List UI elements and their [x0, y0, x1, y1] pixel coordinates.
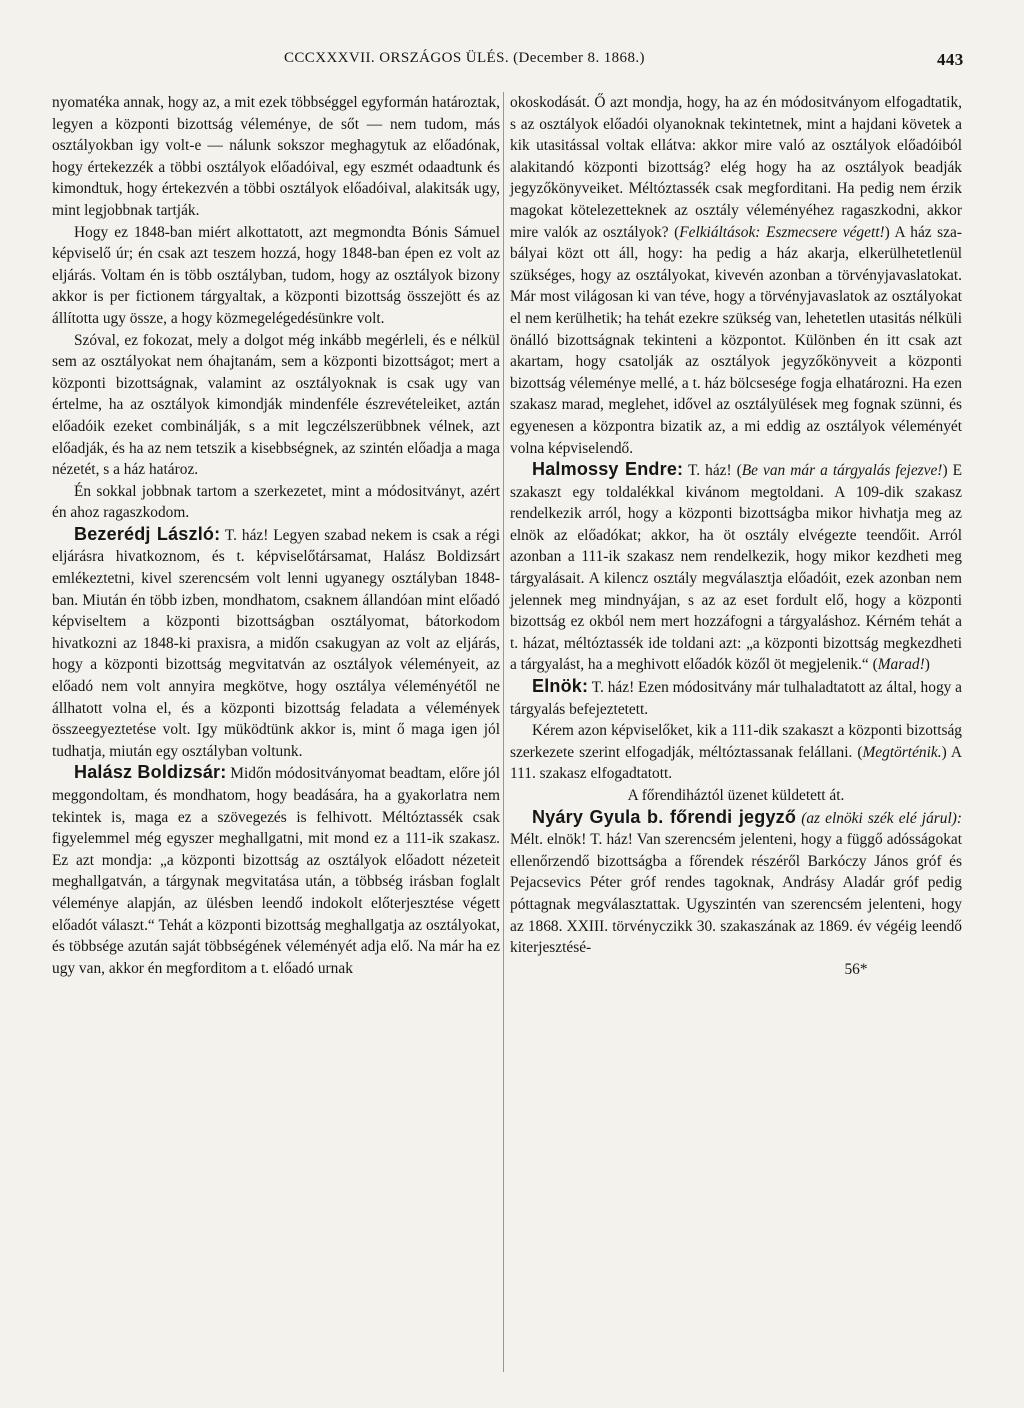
interjection: Marad!	[877, 656, 925, 674]
speech: Halmossy Endre: T. ház! (Be van már a tárgyalás fejezve!) E szakaszt egy toldalékkal kivánom megtoldani. A 109-dik szakasz rendelkezik arról, hogy a központi bizottságba mikor hivhatja meg az elnök az előadókat; akkor, ha öt osztály elvégezte teendőit. Arról azonban a 111-ik szakasz nem rendelkezik, hogy mikor kezdheti meg tárgyalásait. A kilencz osztály megválasztja előadóit, ezek azonban nem jelennek meg mindnyájan, s az az eset fordult elő, hogy a központi bizottság ez okból nem mert hozzáfogni a tárgyaláshoz. Kérném tehát a t. házat, méltóztassék ide toldani azt: „a központi bizottság megkezdheti a tárgyalást, ha a meghivott előadók közől öt megjelenik.“ (Marad!)	[510, 459, 962, 674]
paragraph: Kérem azon képviselőket, kik a 111-dik szakaszt a központi bizottság szerkezete szerint elfogadják, méltóztassanak felállani. (Megtörténik.) A 111. szakasz elfogadtatott.	[510, 722, 962, 783]
paragraph: A főrendiháztól üzenet küldetett át.	[627, 787, 845, 804]
column-divider	[503, 92, 504, 1372]
speech-text: Mélt. elnök! T. ház! Van szerencsém jelenteni, hogy a függő adósságokat ellenőrzendő bizottságba a főrendek részéről Barkóczy János gróf és Pejacsevics Péter gróf rendes tagoknak, Andrásy Aladár gróf pedig póttagnak megválasztattak. Ugyszintén van szerencsém jelenteni, hogy az 1868. XXIII. törvényczikk 30. szakaszának az 1869. év végéig leendő kiterjesztésé-	[510, 831, 962, 957]
speech	[52, 762, 500, 979]
right-column	[510, 92, 962, 980]
speech-text: T. ház! Ezen módositvány már tulhaladtatott az által, hogy a tárgyalás befejeztetett.	[510, 679, 963, 718]
paragraph: okoskodását. Ő azt mondja, hogy, ha az én módositványom elfogadtatik, s az osztályok előadói olyanoknak tekintetnek, mint a hajdani követek a kik utasitással voltak ellátva: akkor mire való az osztályok előadóiból alakitandó központi bizottság? elég hogy ha az osztályok beadják jegyzőkönyveiket. Méltóztassék csak megforditani. Ha pedig nem érzik magokat kötelezetteknek az osztály véleményéhez ragaszkodni, akkor mire valók az osztályok? (Felkiáltások: Eszmecsere végett!) A ház szabályai közt ott áll, hogy: ha pedig a ház akarja, elkerülhetetlenül szükséges, hogy az osztályokat, kivevén azonban a törvényjavaslatokat. Már most világosan ki van téve, hogy a törvényjavaslatok az osztályokat el nem kerülhetik; ha tehát ezekre szükség van, lehetetlen utasitás nélküli önálló bizottságnak tekinteni a központot. Különben én itt csak azt akartam, hogy csatolják az osztályok jegyzőkönyveit a központi bizottság véleménye mellé, a t. ház bölcsesége fogja elhatározni. Ha ezen szakasz marad, meglehet, idővel az osztályülések meg fognak szünni, és egyenesen a központra bizatik az, a mi eddig az osztályok véleményét volna képviselendő.	[510, 94, 962, 457]
paragraph: nyomatéka annak, hogy az, a mit ezek többséggel egyformán határoztak, legyen a központi bizottság véleménye, de sőt — nem tudom, más osztályokban igy volt-e — nálunk sokszor meghagytuk az előadónak, hogy értekezzék a többi osztályok előadóival, egy eszmét odaadtunk és kimondtuk, hogy értekezvén a többi osztályok előadóival, alakitsák ugy, mint legjobbnak tartják.	[52, 94, 500, 219]
signature-mark: 56*	[844, 960, 868, 978]
page-header	[0, 46, 1024, 72]
speaker-name: Elnök:	[532, 676, 589, 697]
left-column	[52, 92, 500, 979]
session-title: CCCXXXVII. ORSZÁGOS ÜLÉS. (December 8. 1868.)	[284, 50, 645, 66]
speech	[510, 807, 962, 959]
interjection: Felkiáltások: Eszmecsere végett!	[679, 223, 885, 241]
speaker-name: Halmossy Endre:	[532, 459, 684, 480]
stage-direction: Megtörténik.	[862, 743, 942, 761]
page-number: 443	[937, 50, 964, 69]
speaker-name: Bezerédj László:	[74, 523, 221, 544]
paragraph: Szóval, ez fokozat, mely a dolgot még inkább megérleli, és e nélkül sem az osztályokat nem óhajtanám, sem a központi bizottságot; mert a központi bizottságnak, valamint az osztályoknak is csak ugy van értelme, ha az osztályok kimondják mindenféle észrevételeiket, aztán előadóik ezeket combinálják, s a mit legczélszerübbnek vélnek, azt előadják, és ha az nem tetszik a kisebbségnek, az szintén előadja a maga nézetét, s a ház határoz.	[52, 331, 500, 479]
paragraph: Hogy ez 1848-ban miért alkottatott, azt megmondta Bónis Sámuel képviselő úr; én csak azt teszem hozzá, hogy 1848-ban épen ez volt az eljárás. Voltam én is több osztályban, tudom, hogy az osztályok bizony akkor is per fictionem tárgyaltak, a központi bizottság összejött és az állította ugy össze, a hogy közmegelégedésünkre volt.	[52, 223, 500, 327]
speech	[510, 676, 962, 720]
speech-text: T. ház! Legyen szabad nekem is csak a régi eljárásra hivatkoznom, és t. képviselőtársamat, Halász Boldizsárt emlékeztetni, kivel szerencsém volt lenni ugyanegy osztályban 1848-ban. Miután én több izben, mondhatom, csaknem állandóan mint előadó képviseltem a központi bizottságban osztályomat, bátorkodom hivatkozni az 1848-ki praxisra, a midőn csakugyan az volt az eljárás, hogy a központi bizottság megvitatván az osztályok véleményeit, az előadó nem volt annyira megkötve, hogy osztálya véleményétől ne állhatott volna el, és a központi bizottság feladata a vélemények összeegyeztetése volt. Igy müködtünk akkor is, mint ő maga igen jól tudhatja, miután egy osztályban voltunk.	[52, 526, 500, 760]
paragraph: Én sokkal jobbnak tartom a szerkezetet, mint a módositványt, azért én ahoz ragaszkodom.	[52, 482, 500, 522]
stage-direction: (az elnöki szék elé járul):	[796, 809, 962, 827]
interjection: Be van már a tárgyalás fejezve!	[741, 462, 943, 480]
speaker-name: Halász Boldizsár:	[74, 762, 227, 783]
speaker-name: Nyáry Gyula b. főrendi jegyző	[532, 806, 797, 827]
speech	[52, 524, 500, 763]
speech-text: Midőn módositványomat beadtam, előre jól meggondoltam, és mondhatom, hogy beadására, ha a gyakorlatra nem tekintek is, maga ez a szövegezés is felhivott. Méltóztassék csak figyelemmel még egyszer meghallgatni, mit mond ez a 111-ik szakasz. Ez azt mondja: „a központi bizottság az osztályok előadott nézeteit meghallgatván, a tárgynak megvitatása után, a többség irásban foglalt véleménye alapján, az ülésben leendő indokolt előterjesztése végett előadót választ.“ Tehát a központi bizottság meghallgatja az osztályokat, és többsége azután saját többségének véleményét adja elő. Na már ha ez ugy van, akkor én megforditom a t. előadó urnak	[52, 765, 501, 977]
